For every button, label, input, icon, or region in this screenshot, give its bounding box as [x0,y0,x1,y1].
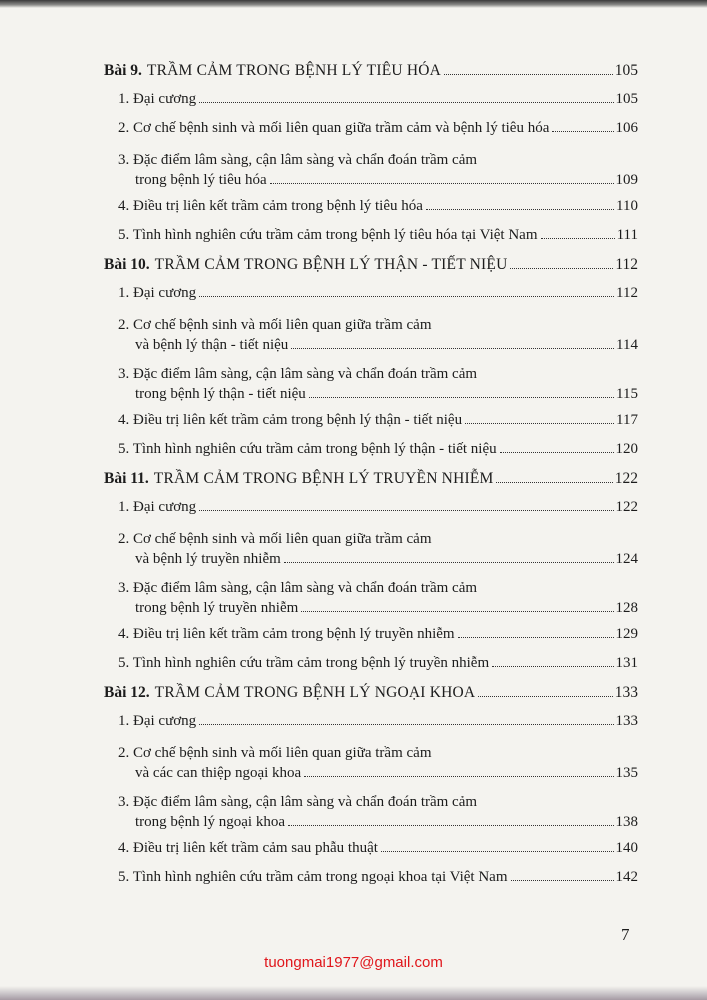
entry-page: 114 [616,337,638,353]
entry-text: 1. Đại cương [118,91,197,107]
entry-text-continued: trong bệnh lý thận - tiết niệu [135,386,306,402]
entry-text: 5. Tình hình nghiên cứu trầm cảm trong bệnh lý truyền nhiễm [118,655,490,671]
email-watermark: tuongmai1977@gmail.com [264,954,443,971]
entry-page: 128 [615,600,638,616]
page-number: 7 [621,925,630,944]
entry-continuation [118,765,638,782]
entry-continuation [118,814,638,831]
entry-text: 4. Điều trị liên kết trầm cảm trong bệnh lý truyền nhiễm [118,626,455,642]
chapter-number: Bài 9. [104,62,142,79]
toc-entry [118,528,638,568]
chapter-heading [104,684,638,704]
chapter-page: 105 [614,62,638,79]
page-bottom-edge [0,986,707,1000]
entry-continuation [118,337,638,354]
entry-page: 117 [616,412,638,428]
entry-text: 3. Đặc điểm lâm sàng, cận lâm sàng và chẩn đoán trầm cảm [118,366,478,382]
entry-page: 142 [615,869,638,885]
toc-entry [118,742,638,782]
entry-text: 1. Đại cương [118,499,197,515]
page-top-shadow [0,0,707,8]
chapter-heading [104,470,638,490]
entry-text: 2. Cơ chế bệnh sinh và mối liên quan giữa trầm cảm [118,531,432,547]
entry-text-continued: trong bệnh lý ngoại khoa [135,814,285,830]
entry-text: 1. Đại cương [118,285,197,301]
dot-leader [284,562,614,563]
entry-text-continued: và bệnh lý truyền nhiễm [135,551,281,567]
chapter-title: TRẦM CẢM TRONG BỆNH LÝ TRUYỀN NHIỄM [153,470,494,487]
entry-continuation [118,600,638,617]
entry-page: 135 [615,765,638,781]
entry-text: 4. Điều trị liên kết trầm cảm trong bệnh lý thận - tiết niệu [118,412,463,428]
chapter-heading [104,62,638,82]
chapter-number: Bài 12. [104,684,150,701]
dot-leader [288,825,614,826]
entry-page: 122 [615,499,638,515]
entry-continuation [118,386,638,403]
entry-page: 105 [615,91,638,107]
entry-page: 124 [615,551,638,567]
toc-entry [118,363,638,403]
toc-entry [118,314,638,354]
dot-leader [492,666,613,667]
entry-page: 133 [615,713,638,729]
entry-text: 2. Cơ chế bệnh sinh và mối liên quan giữa trầm cảm [118,745,432,761]
entry-text-continued: trong bệnh lý truyền nhiễm [135,600,299,616]
toc-entry [118,577,638,617]
dot-leader [552,131,613,132]
dot-leader [465,423,614,424]
toc-entry [118,626,638,646]
table-of-contents [104,62,638,898]
entry-page: 140 [615,840,638,856]
entry-text: 3. Đặc điểm lâm sàng, cận lâm sàng và chẩn đoán trầm cảm [118,580,478,596]
entry-text: 5. Tình hình nghiên cứu trầm cảm trong ngoại khoa tại Việt Nam [118,869,508,885]
toc-entry [118,713,638,733]
entry-page: 120 [615,441,638,457]
toc-entry [118,791,638,831]
entry-page: 112 [616,285,638,301]
entry-page: 110 [616,198,638,214]
chapter-number: Bài 10. [104,256,150,273]
toc-entry [118,499,638,519]
entry-page: 129 [615,626,638,642]
dot-leader [304,776,613,777]
toc-entry [118,227,638,247]
entry-text: 5. Tình hình nghiên cứu trầm cảm trong bệnh lý thận - tiết niệu [118,441,497,457]
dot-leader [199,102,613,103]
toc-entry [118,198,638,218]
entry-text: 3. Đặc điểm lâm sàng, cận lâm sàng và chẩn đoán trầm cảm [118,794,478,810]
dot-leader [199,296,614,297]
toc-entry [118,441,638,461]
chapter-title: TRẦM CẢM TRONG BỆNH LÝ NGOẠI KHOA [154,684,476,701]
entry-page: 111 [616,227,638,243]
chapter-page: 133 [614,684,638,701]
entry-text: 5. Tình hình nghiên cứu trầm cảm trong bệnh lý tiêu hóa tại Việt Nam [118,227,538,243]
entry-text: 3. Đặc điểm lâm sàng, cận lâm sàng và chẩn đoán trầm cảm [118,152,478,168]
dot-leader [510,268,613,269]
dot-leader [426,209,614,210]
entry-text: 1. Đại cương [118,713,197,729]
chapter-title: TRẦM CẢM TRONG BỆNH LÝ THẬN - TIẾT NIỆU [154,256,508,273]
dot-leader [496,482,612,483]
entry-text: 4. Điều trị liên kết trầm cảm sau phẫu thuật [118,840,378,856]
entry-continuation [118,172,638,189]
toc-entry [118,285,638,305]
dot-leader [199,724,613,725]
toc-entry [118,869,638,889]
chapter-page: 122 [614,470,638,487]
entry-text: 2. Cơ chế bệnh sinh và mối liên quan giữa trầm cảm và bệnh lý tiêu hóa [118,120,550,136]
entry-text: 2. Cơ chế bệnh sinh và mối liên quan giữa trầm cảm [118,317,432,333]
toc-entry [118,120,638,140]
toc-entry [118,149,638,189]
entry-text-continued: trong bệnh lý tiêu hóa [135,172,267,188]
chapter-page: 112 [615,256,638,273]
chapter-title: TRẦM CẢM TRONG BỆNH LÝ TIÊU HÓA [146,62,442,79]
toc-entry [118,655,638,675]
dot-leader [444,74,613,75]
entry-text: 4. Điều trị liên kết trầm cảm trong bệnh lý tiêu hóa [118,198,423,214]
entry-page: 109 [615,172,638,188]
dot-leader [500,452,614,453]
chapter-heading [104,256,638,276]
dot-leader [381,851,614,852]
dot-leader [458,637,614,638]
dot-leader [301,611,613,612]
dot-leader [199,510,613,511]
dot-leader [309,397,614,398]
dot-leader [291,348,614,349]
entry-page: 115 [616,386,638,402]
toc-entry [118,412,638,432]
dot-leader [270,183,614,184]
entry-page: 131 [615,655,638,671]
entry-text-continued: và các can thiệp ngoại khoa [135,765,302,781]
toc-entry [118,91,638,111]
chapter-number: Bài 11. [104,470,149,487]
dot-leader [478,696,612,697]
entry-text-continued: và bệnh lý thận - tiết niệu [135,337,289,353]
entry-continuation [118,551,638,568]
entry-page: 138 [615,814,638,830]
dot-leader [511,880,614,881]
toc-entry [118,840,638,860]
entry-page: 106 [615,120,638,136]
dot-leader [541,238,615,239]
